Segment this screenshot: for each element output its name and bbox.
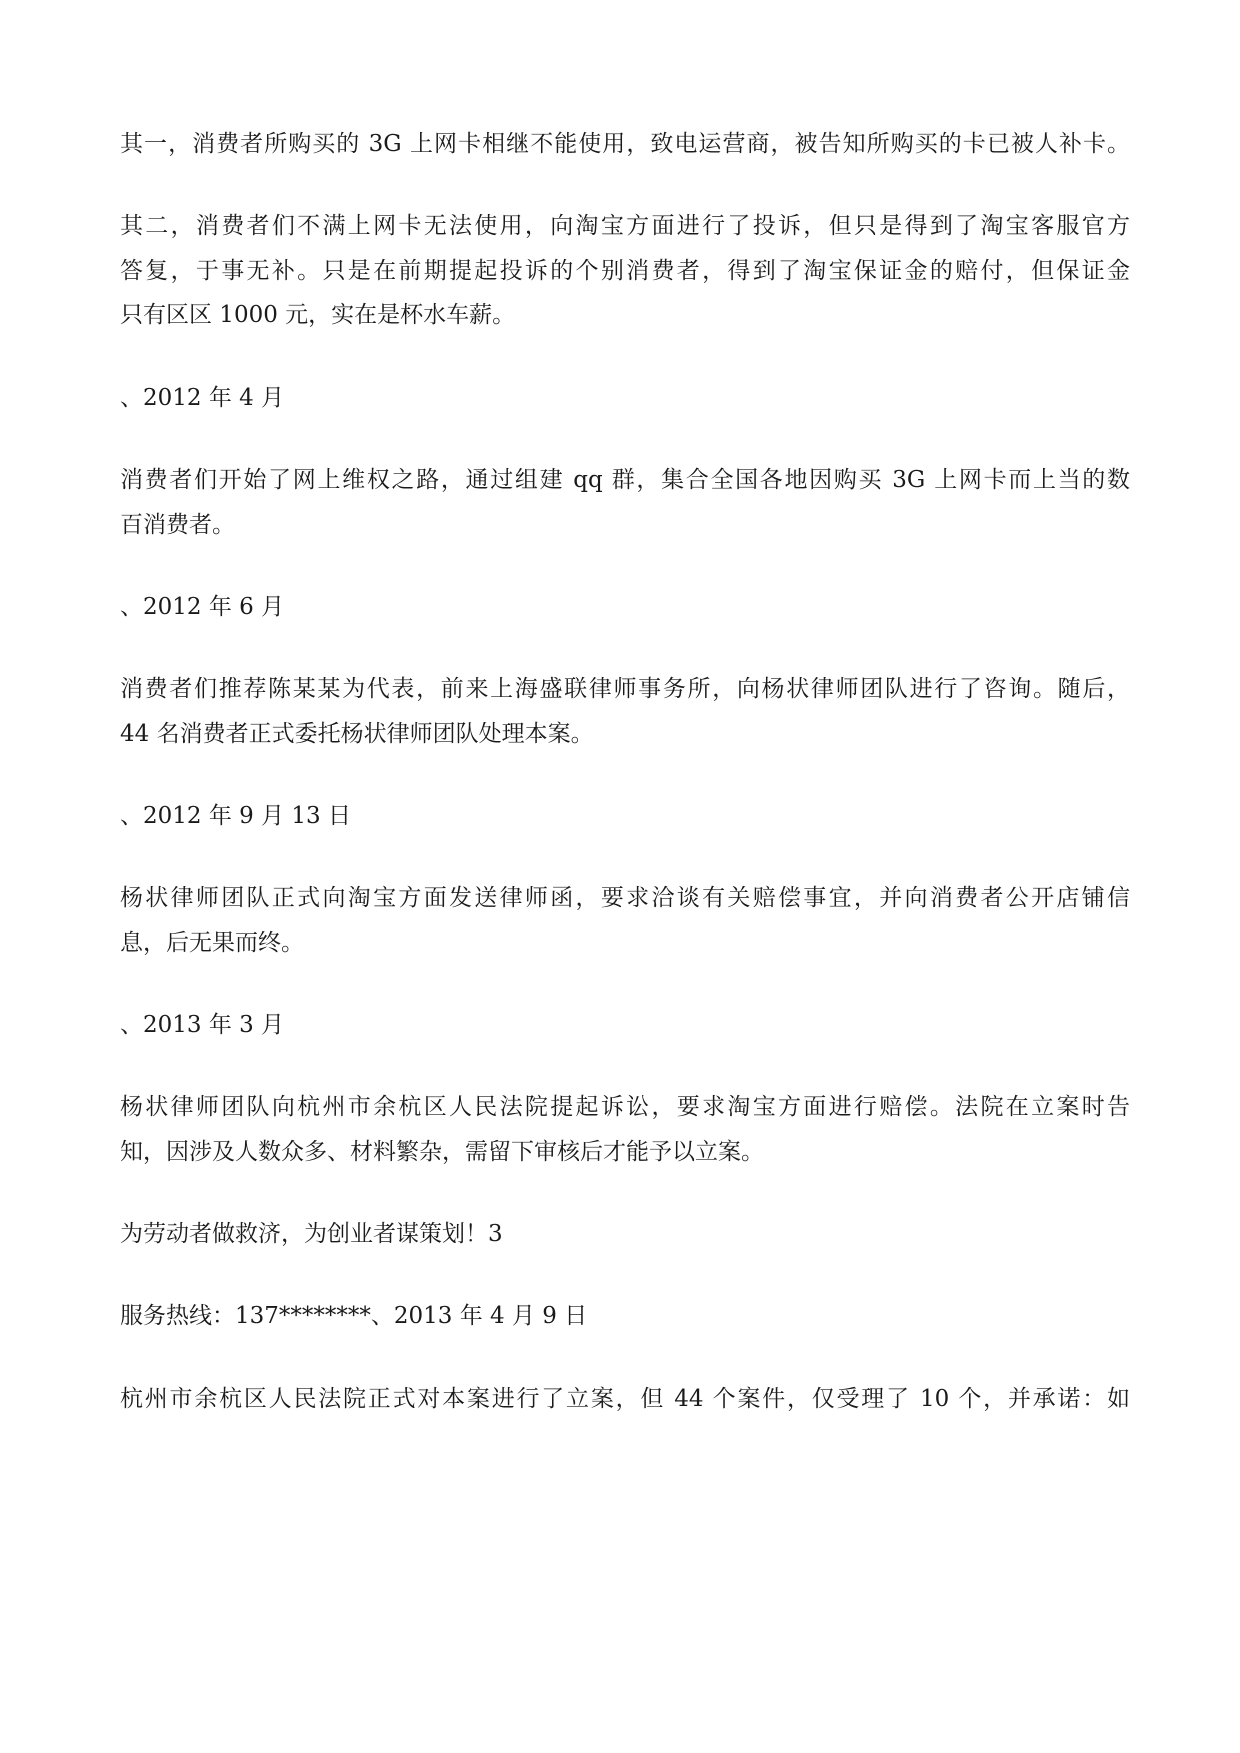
- text-line: 44 名消费者正式委托杨状律师团队处理本案。: [120, 721, 594, 747]
- text-line: 杨状律师团队正式向淘宝方面发送律师函，要求洽谈有关赔偿事宜，并向消费者公开店铺信: [120, 885, 1130, 911]
- text-line: 杨状律师团队向杭州市余杭区人民法院提起诉讼，要求淘宝方面进行赔偿。法院在立案时告: [120, 1094, 1130, 1120]
- text-line: 答复，于事无补。只是在前期提起投诉的个别消费者，得到了淘宝保证金的赔付，但保证金: [120, 258, 1130, 284]
- text-line: 消费者们推荐陈某某为代表，前来上海盛联律师事务所，向杨状律师团队进行了咨询。随后，: [120, 676, 1130, 702]
- date-heading: 、2012 年 9 月 13 日: [120, 803, 351, 829]
- date-heading: 、2013 年 3 月: [120, 1012, 285, 1038]
- date-heading: 、2012 年 6 月: [120, 594, 285, 620]
- text-line: 百消费者。: [120, 512, 235, 538]
- text-line: 息，后无果而终。: [120, 930, 304, 956]
- text-line: 只有区区 1000 元，实在是杯水车薪。: [120, 302, 516, 328]
- service-hotline-line: 服务热线：137********、2013 年 4 月 9 日: [120, 1303, 588, 1329]
- text-line: 其一，消费者所购买的 3G 上网卡相继不能使用，致电运营商，被告知所购买的卡已被人补卡。: [120, 131, 1130, 157]
- date-heading: 、2012 年 4 月: [120, 385, 285, 411]
- text-line: 其二，消费者们不满上网卡无法使用，向淘宝方面进行了投诉，但只是得到了淘宝客服官方: [120, 213, 1130, 239]
- text-line: 杭州市余杭区人民法院正式对本案进行了立案，但 44 个案件，仅受理了 10 个，并承诺：如: [120, 1386, 1130, 1412]
- text-line: 消费者们开始了网上维权之路，通过组建 qq 群，集合全国各地因购买 3G 上网卡而上当的数: [120, 467, 1130, 493]
- text-line: 知，因涉及人数众多、材料繁杂，需留下审核后才能予以立案。: [120, 1139, 764, 1165]
- slogan-line: 为劳动者做救济，为创业者谋策划！3: [120, 1221, 503, 1247]
